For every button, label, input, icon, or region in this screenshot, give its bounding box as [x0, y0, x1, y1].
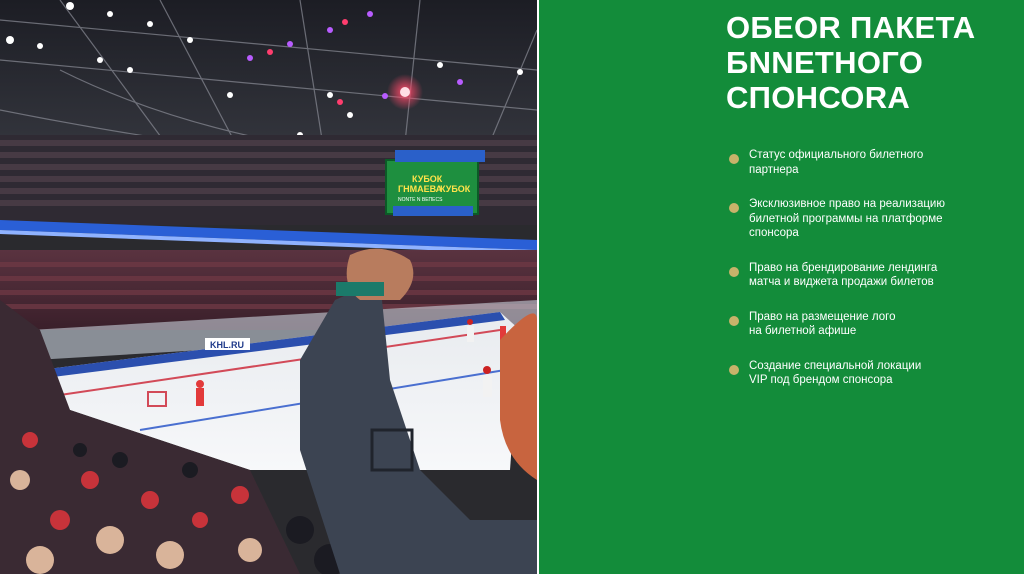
- title-line-2: БNNETНОГО: [726, 45, 924, 80]
- title-line-3: СПОНСОRA: [726, 80, 911, 115]
- bullet-dot-icon: [729, 365, 739, 375]
- list-item-line: на билетной афише: [749, 325, 857, 337]
- list-item: [729, 310, 999, 339]
- list-item: [729, 197, 999, 241]
- list-item-line: Создание специальной локации: [749, 359, 922, 372]
- list-item: [729, 148, 999, 177]
- bullet-dot-icon: [729, 203, 739, 213]
- page-title: [726, 10, 975, 115]
- bullet-dot-icon: [729, 267, 739, 277]
- title-line-1: ОБЕОR ПАКЕТА: [726, 10, 976, 45]
- list-item-line: Статус официального билетного: [749, 149, 924, 161]
- scoreboard-line-3: NONTE N BEПECS: [398, 197, 443, 203]
- bullet-dot-icon: [729, 316, 739, 326]
- list-item-line: Эксклюзивное право на реализацию: [749, 198, 945, 210]
- list-item-line: спонсора: [749, 227, 799, 239]
- svg-text:КУБОК: КУБОК: [440, 184, 471, 194]
- list-item-line: Право на размещение лого: [749, 310, 896, 323]
- list-item-line: Право на брендирование лендинга: [749, 261, 938, 274]
- bullet-dot-icon: [729, 154, 739, 164]
- scoreboard-line-2: ГНМАЕВА: [398, 184, 443, 194]
- khl-board-text: KHL.RU: [210, 340, 244, 350]
- scoreboard-line-1: КУБОК: [412, 174, 443, 184]
- benefits-list: [729, 148, 999, 388]
- sponsor-package-panel: [539, 0, 1024, 574]
- list-item-line: VIP под брендом спонсора: [749, 374, 893, 386]
- list-item: [729, 261, 999, 290]
- list-item-line: матча и виджета продажи билетов: [749, 276, 934, 288]
- list-item-line: партнера: [749, 163, 799, 176]
- list-item-line: билетной программы на платформе: [749, 212, 943, 225]
- list-item: [729, 359, 999, 388]
